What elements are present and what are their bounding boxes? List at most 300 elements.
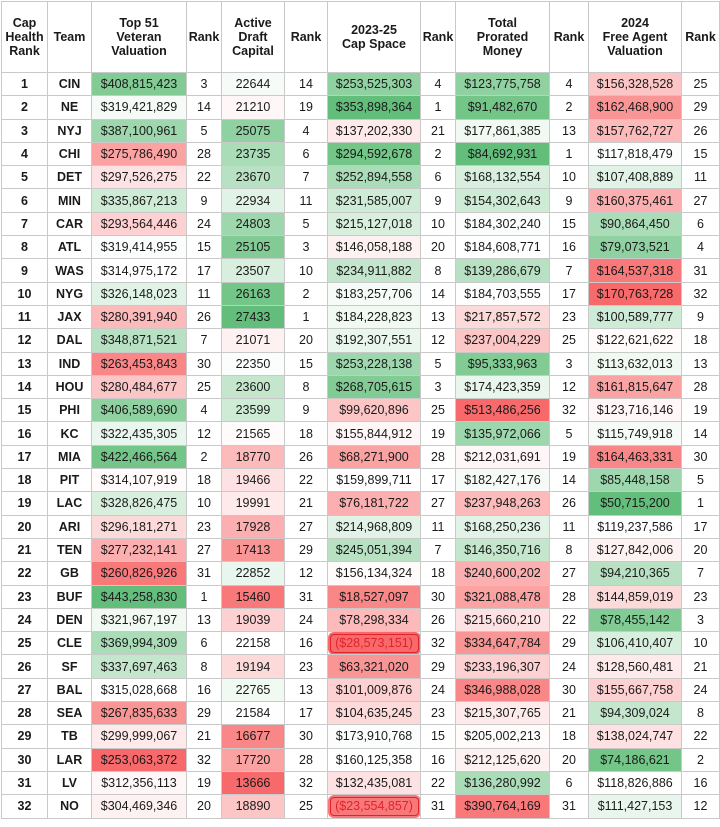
cell-cap-space: $156,134,324 — [328, 562, 421, 585]
cell-cap-space: $214,968,809 — [328, 515, 421, 538]
cell-veteran-valuation: $319,421,829 — [92, 96, 187, 119]
cell-cap-space-rank: 8 — [421, 259, 456, 282]
cell-cap-space-rank: 11 — [421, 515, 456, 538]
cell-prorated-money: $168,132,554 — [456, 166, 550, 189]
cell-free-agent-rank: 2 — [682, 748, 720, 771]
cell-cap-space-rank: 31 — [421, 795, 456, 818]
cell-team: WAS — [48, 259, 92, 282]
table-row — [2, 96, 720, 119]
table-row — [2, 259, 720, 282]
cell-veteran-valuation: $322,435,305 — [92, 422, 187, 445]
cell-draft-capital: 22350 — [222, 352, 285, 375]
cell-cap-space-rank: 4 — [421, 73, 456, 96]
cell-draft-capital: 21584 — [222, 702, 285, 725]
cell-prorated-rank: 2 — [550, 96, 589, 119]
cell-prorated-rank: 15 — [550, 212, 589, 235]
cell-free-agent-valuation: $79,073,521 — [589, 236, 682, 259]
cell-cap-health-rank: 26 — [2, 655, 48, 678]
cell-cap-health-rank: 31 — [2, 771, 48, 794]
table-row — [2, 632, 720, 655]
cell-draft-rank: 20 — [285, 329, 328, 352]
cell-free-agent-rank: 18 — [682, 329, 720, 352]
cell-cap-space: $184,228,823 — [328, 305, 421, 328]
cell-prorated-money: $95,333,963 — [456, 352, 550, 375]
cell-prorated-rank: 6 — [550, 771, 589, 794]
cell-cap-health-rank: 17 — [2, 445, 48, 468]
cell-draft-capital: 13666 — [222, 771, 285, 794]
header-line: Cap — [12, 16, 37, 30]
cell-cap-space: $183,257,706 — [328, 282, 421, 305]
cell-free-agent-valuation: $162,468,900 — [589, 96, 682, 119]
cell-free-agent-rank: 1 — [682, 492, 720, 515]
cell-team: PIT — [48, 469, 92, 492]
cell-veteran-rank: 5 — [187, 119, 222, 142]
cell-team: DET — [48, 166, 92, 189]
cell-team: BUF — [48, 585, 92, 608]
header-line: Money — [482, 44, 523, 58]
cell-draft-rank: 2 — [285, 282, 328, 305]
cell-draft-capital: 21210 — [222, 96, 285, 119]
cell-free-agent-valuation: $160,375,461 — [589, 189, 682, 212]
header-row — [2, 2, 720, 73]
cell-prorated-money: $513,486,256 — [456, 399, 550, 422]
header-line: Free Agent — [602, 30, 668, 44]
cell-veteran-valuation: $314,975,172 — [92, 259, 187, 282]
cell-veteran-rank: 1 — [187, 585, 222, 608]
cell-cap-health-rank: 27 — [2, 678, 48, 701]
cell-draft-capital: 22765 — [222, 678, 285, 701]
header-line: Prorated — [476, 30, 529, 44]
cell-draft-rank: 29 — [285, 538, 328, 561]
cell-free-agent-rank: 15 — [682, 142, 720, 165]
cell-prorated-rank: 31 — [550, 795, 589, 818]
cell-veteran-valuation: $275,786,490 — [92, 142, 187, 165]
cell-free-agent-valuation: $90,864,450 — [589, 212, 682, 235]
cell-free-agent-rank: 30 — [682, 445, 720, 468]
cell-team: DAL — [48, 329, 92, 352]
cell-veteran-rank: 13 — [187, 608, 222, 631]
cell-team: TEN — [48, 538, 92, 561]
cell-cap-health-rank: 4 — [2, 142, 48, 165]
cell-veteran-rank: 12 — [187, 422, 222, 445]
cell-free-agent-valuation: $100,589,777 — [589, 305, 682, 328]
cell-veteran-valuation: $422,466,564 — [92, 445, 187, 468]
cell-free-agent-valuation: $74,186,621 — [589, 748, 682, 771]
cell-free-agent-rank: 3 — [682, 608, 720, 631]
cell-cap-space: ($28,573,151) — [328, 632, 421, 655]
cell-cap-space-rank: 30 — [421, 585, 456, 608]
cell-cap-health-rank: 32 — [2, 795, 48, 818]
cell-cap-health-rank: 8 — [2, 236, 48, 259]
cell-free-agent-rank: 28 — [682, 375, 720, 398]
cell-cap-space: ($23,554,857) — [328, 795, 421, 818]
header-line: Rank — [9, 44, 40, 58]
cell-draft-capital: 16677 — [222, 725, 285, 748]
cell-cap-health-rank: 7 — [2, 212, 48, 235]
cell-prorated-rank: 18 — [550, 725, 589, 748]
cell-cap-space-rank: 2 — [421, 142, 456, 165]
cell-veteran-rank: 6 — [187, 632, 222, 655]
cell-cap-space: $294,592,678 — [328, 142, 421, 165]
cell-free-agent-valuation: $122,621,622 — [589, 329, 682, 352]
cell-free-agent-rank: 4 — [682, 236, 720, 259]
cell-cap-space-rank: 15 — [421, 725, 456, 748]
cell-free-agent-rank: 20 — [682, 538, 720, 561]
cell-free-agent-rank: 7 — [682, 562, 720, 585]
cell-cap-space-rank: 29 — [421, 655, 456, 678]
header-veteran-valuation — [92, 2, 187, 73]
cell-cap-space-rank: 3 — [421, 375, 456, 398]
cell-veteran-rank: 26 — [187, 305, 222, 328]
table-row — [2, 422, 720, 445]
cell-veteran-rank: 21 — [187, 725, 222, 748]
cell-veteran-rank: 32 — [187, 748, 222, 771]
header-line: Rank — [290, 30, 322, 44]
header-line: Rank — [188, 30, 220, 44]
table-row — [2, 119, 720, 142]
header-line: Capital — [232, 44, 274, 58]
cell-prorated-rank: 3 — [550, 352, 589, 375]
cell-prorated-money: $177,861,385 — [456, 119, 550, 142]
cell-cap-space: $353,898,364 — [328, 96, 421, 119]
header-line: Veteran — [116, 30, 162, 44]
header-line: Rank — [422, 30, 454, 44]
cell-free-agent-rank: 26 — [682, 119, 720, 142]
cell-veteran-rank: 7 — [187, 329, 222, 352]
cap-health-table — [1, 1, 720, 819]
header-team — [48, 2, 92, 73]
table-row — [2, 562, 720, 585]
cell-veteran-valuation: $312,356,113 — [92, 771, 187, 794]
cell-cap-health-rank: 1 — [2, 73, 48, 96]
cell-free-agent-valuation: $118,826,886 — [589, 771, 682, 794]
cell-veteran-valuation: $280,484,677 — [92, 375, 187, 398]
cell-free-agent-rank: 19 — [682, 399, 720, 422]
cell-prorated-rank: 14 — [550, 469, 589, 492]
cell-draft-rank: 26 — [285, 445, 328, 468]
cell-free-agent-valuation: $115,749,918 — [589, 422, 682, 445]
cell-draft-rank: 8 — [285, 375, 328, 398]
cell-cap-space: $173,910,768 — [328, 725, 421, 748]
table-row — [2, 166, 720, 189]
cell-veteran-valuation: $406,589,690 — [92, 399, 187, 422]
cell-cap-health-rank: 25 — [2, 632, 48, 655]
cell-free-agent-rank: 29 — [682, 96, 720, 119]
cell-prorated-rank: 4 — [550, 73, 589, 96]
cell-cap-space-rank: 24 — [421, 678, 456, 701]
table-row — [2, 492, 720, 515]
cell-team: ATL — [48, 236, 92, 259]
cell-prorated-money: $84,692,931 — [456, 142, 550, 165]
cell-prorated-money: $91,482,670 — [456, 96, 550, 119]
cell-veteran-valuation: $326,148,023 — [92, 282, 187, 305]
cell-cap-health-rank: 23 — [2, 585, 48, 608]
cell-free-agent-rank: 12 — [682, 795, 720, 818]
cell-team: LV — [48, 771, 92, 794]
cell-prorated-rank: 29 — [550, 632, 589, 655]
cell-free-agent-valuation: $157,762,727 — [589, 119, 682, 142]
cell-cap-space-rank: 22 — [421, 771, 456, 794]
cell-free-agent-valuation: $113,632,013 — [589, 352, 682, 375]
cell-draft-capital: 22852 — [222, 562, 285, 585]
cell-veteran-rank: 2 — [187, 445, 222, 468]
cell-team: SEA — [48, 702, 92, 725]
cell-cap-space-rank: 13 — [421, 305, 456, 328]
cell-cap-health-rank: 16 — [2, 422, 48, 445]
cell-draft-rank: 7 — [285, 166, 328, 189]
cell-free-agent-valuation: $94,309,024 — [589, 702, 682, 725]
cell-cap-space-rank: 16 — [421, 748, 456, 771]
cell-prorated-money: $184,703,555 — [456, 282, 550, 305]
cell-cap-space: $137,202,330 — [328, 119, 421, 142]
table-row — [2, 329, 720, 352]
table-row — [2, 352, 720, 375]
cell-team: NYG — [48, 282, 92, 305]
cell-veteran-valuation: $315,028,668 — [92, 678, 187, 701]
cell-prorated-rank: 24 — [550, 655, 589, 678]
cell-free-agent-valuation: $156,328,528 — [589, 73, 682, 96]
cell-cap-health-rank: 14 — [2, 375, 48, 398]
cell-free-agent-valuation: $144,859,019 — [589, 585, 682, 608]
cell-team: HOU — [48, 375, 92, 398]
cell-prorated-rank: 5 — [550, 422, 589, 445]
cell-free-agent-rank: 31 — [682, 259, 720, 282]
cell-team: LAC — [48, 492, 92, 515]
cell-draft-rank: 6 — [285, 142, 328, 165]
cell-cap-space-rank: 1 — [421, 96, 456, 119]
cell-cap-health-rank: 9 — [2, 259, 48, 282]
table-row — [2, 212, 720, 235]
header-cap-space — [328, 2, 421, 73]
cell-draft-rank: 14 — [285, 73, 328, 96]
cell-prorated-money: $233,196,307 — [456, 655, 550, 678]
cell-veteran-rank: 25 — [187, 375, 222, 398]
cell-cap-space-rank: 9 — [421, 189, 456, 212]
header-line: 2024 — [621, 16, 649, 30]
table-row — [2, 725, 720, 748]
cell-veteran-valuation: $348,871,521 — [92, 329, 187, 352]
cell-cap-space: $159,899,711 — [328, 469, 421, 492]
header-line: Draft — [238, 30, 268, 44]
cell-cap-space: $231,585,007 — [328, 189, 421, 212]
cell-cap-space: $101,009,876 — [328, 678, 421, 701]
cell-draft-capital: 17413 — [222, 538, 285, 561]
cell-veteran-valuation: $297,526,275 — [92, 166, 187, 189]
cell-draft-capital: 25075 — [222, 119, 285, 142]
header-line: Top 51 — [119, 16, 159, 30]
header-prorated-money — [456, 2, 550, 73]
header-free-agent-rank — [682, 2, 720, 73]
cell-prorated-money: $212,125,620 — [456, 748, 550, 771]
cell-cap-health-rank: 10 — [2, 282, 48, 305]
header-line: Total — [488, 16, 517, 30]
table-row — [2, 142, 720, 165]
cell-veteran-rank: 22 — [187, 166, 222, 189]
cell-veteran-valuation: $443,258,830 — [92, 585, 187, 608]
cell-veteran-rank: 23 — [187, 515, 222, 538]
cell-cap-health-rank: 29 — [2, 725, 48, 748]
cell-free-agent-valuation: $111,427,153 — [589, 795, 682, 818]
cell-free-agent-rank: 22 — [682, 725, 720, 748]
header-draft-capital — [222, 2, 285, 73]
cell-veteran-rank: 9 — [187, 189, 222, 212]
cell-veteran-rank: 20 — [187, 795, 222, 818]
cell-draft-rank: 9 — [285, 399, 328, 422]
cell-free-agent-valuation: $164,537,318 — [589, 259, 682, 282]
cell-draft-rank: 3 — [285, 236, 328, 259]
cell-free-agent-valuation: $107,408,889 — [589, 166, 682, 189]
cell-team: LAR — [48, 748, 92, 771]
header-line: Valuation — [111, 44, 167, 58]
header-veteran-rank — [187, 2, 222, 73]
cell-prorated-money: $184,608,771 — [456, 236, 550, 259]
cell-cap-space-rank: 12 — [421, 329, 456, 352]
cell-veteran-rank: 31 — [187, 562, 222, 585]
cell-veteran-valuation: $328,826,475 — [92, 492, 187, 515]
cell-free-agent-rank: 21 — [682, 655, 720, 678]
cell-cap-space: $234,911,882 — [328, 259, 421, 282]
cell-prorated-money: $215,307,765 — [456, 702, 550, 725]
cell-prorated-rank: 26 — [550, 492, 589, 515]
cell-prorated-money: $123,775,758 — [456, 73, 550, 96]
cell-team: JAX — [48, 305, 92, 328]
cell-free-agent-rank: 8 — [682, 702, 720, 725]
cell-cap-space-rank: 25 — [421, 399, 456, 422]
cell-draft-rank: 15 — [285, 352, 328, 375]
cell-free-agent-valuation: $78,455,142 — [589, 608, 682, 631]
cell-cap-space-rank: 19 — [421, 422, 456, 445]
cell-veteran-valuation: $304,469,346 — [92, 795, 187, 818]
cell-free-agent-rank: 17 — [682, 515, 720, 538]
cell-cap-space: $192,307,551 — [328, 329, 421, 352]
cell-free-agent-rank: 11 — [682, 166, 720, 189]
cell-cap-space-rank: 6 — [421, 166, 456, 189]
cell-prorated-rank: 19 — [550, 445, 589, 468]
cell-draft-capital: 19991 — [222, 492, 285, 515]
cell-cap-space: $215,127,018 — [328, 212, 421, 235]
cell-draft-capital: 15460 — [222, 585, 285, 608]
header-line: Cap Space — [342, 37, 406, 51]
cell-team: CHI — [48, 142, 92, 165]
cell-prorated-money: $237,004,229 — [456, 329, 550, 352]
cell-prorated-rank: 25 — [550, 329, 589, 352]
table-row — [2, 305, 720, 328]
cell-cap-space-rank: 21 — [421, 119, 456, 142]
cell-draft-capital: 23735 — [222, 142, 285, 165]
table-row — [2, 608, 720, 631]
cell-cap-space: $160,125,358 — [328, 748, 421, 771]
cell-veteran-rank: 14 — [187, 96, 222, 119]
cell-veteran-valuation: $387,100,961 — [92, 119, 187, 142]
header-prorated-rank — [550, 2, 589, 73]
cell-free-agent-valuation: $106,410,407 — [589, 632, 682, 655]
cell-veteran-rank: 3 — [187, 73, 222, 96]
cell-cap-health-rank: 22 — [2, 562, 48, 585]
cell-free-agent-rank: 23 — [682, 585, 720, 608]
cell-free-agent-valuation: $127,842,006 — [589, 538, 682, 561]
cell-cap-space-rank: 23 — [421, 702, 456, 725]
cell-prorated-money: $174,423,359 — [456, 375, 550, 398]
cell-veteran-rank: 24 — [187, 212, 222, 235]
table-row — [2, 375, 720, 398]
cell-cap-space-rank: 27 — [421, 492, 456, 515]
table-row — [2, 189, 720, 212]
cell-free-agent-rank: 27 — [682, 189, 720, 212]
cell-cap-space: $76,181,722 — [328, 492, 421, 515]
cell-team: IND — [48, 352, 92, 375]
cell-cap-health-rank: 24 — [2, 608, 48, 631]
cell-prorated-rank: 1 — [550, 142, 589, 165]
cell-draft-capital: 17720 — [222, 748, 285, 771]
cell-cap-health-rank: 13 — [2, 352, 48, 375]
cell-draft-rank: 1 — [285, 305, 328, 328]
cell-prorated-money: $168,250,236 — [456, 515, 550, 538]
cell-team: NE — [48, 96, 92, 119]
cell-cap-space-rank: 5 — [421, 352, 456, 375]
cell-team: PHI — [48, 399, 92, 422]
cell-veteran-valuation: $277,232,141 — [92, 538, 187, 561]
cell-cap-space: $253,525,303 — [328, 73, 421, 96]
cell-free-agent-rank: 10 — [682, 632, 720, 655]
header-draft-rank — [285, 2, 328, 73]
cell-free-agent-rank: 5 — [682, 469, 720, 492]
cell-draft-rank: 17 — [285, 702, 328, 725]
cell-veteran-valuation: $296,181,271 — [92, 515, 187, 538]
cell-team: BAL — [48, 678, 92, 701]
cell-cap-space: $155,844,912 — [328, 422, 421, 445]
cell-draft-rank: 11 — [285, 189, 328, 212]
cell-prorated-money: $237,948,263 — [456, 492, 550, 515]
cell-veteran-rank: 28 — [187, 142, 222, 165]
table-row — [2, 515, 720, 538]
cell-veteran-valuation: $263,453,843 — [92, 352, 187, 375]
cell-free-agent-valuation: $50,715,200 — [589, 492, 682, 515]
table-row — [2, 702, 720, 725]
cell-free-agent-valuation: $170,763,728 — [589, 282, 682, 305]
cell-prorated-money: $182,427,176 — [456, 469, 550, 492]
cell-draft-capital: 23600 — [222, 375, 285, 398]
header-free-agent-valuation — [589, 2, 682, 73]
cell-draft-rank: 19 — [285, 96, 328, 119]
cell-team: SF — [48, 655, 92, 678]
cell-prorated-rank: 22 — [550, 608, 589, 631]
cell-prorated-money: $215,660,210 — [456, 608, 550, 631]
cell-team: KC — [48, 422, 92, 445]
cell-prorated-rank: 13 — [550, 119, 589, 142]
cell-draft-capital: 18770 — [222, 445, 285, 468]
cell-free-agent-valuation: $161,815,647 — [589, 375, 682, 398]
cell-cap-health-rank: 11 — [2, 305, 48, 328]
cell-cap-health-rank: 20 — [2, 515, 48, 538]
cell-cap-space: $99,620,896 — [328, 399, 421, 422]
cell-draft-capital: 17928 — [222, 515, 285, 538]
cell-draft-rank: 13 — [285, 678, 328, 701]
cell-free-agent-valuation: $155,667,758 — [589, 678, 682, 701]
cell-prorated-rank: 8 — [550, 538, 589, 561]
cell-team: DEN — [48, 608, 92, 631]
cell-cap-health-rank: 5 — [2, 166, 48, 189]
cell-prorated-rank: 27 — [550, 562, 589, 585]
table-row — [2, 399, 720, 422]
cell-cap-space: $253,228,138 — [328, 352, 421, 375]
cell-draft-rank: 16 — [285, 632, 328, 655]
cell-veteran-rank: 16 — [187, 678, 222, 701]
cell-prorated-money: $154,302,643 — [456, 189, 550, 212]
cell-cap-health-rank: 30 — [2, 748, 48, 771]
table-row — [2, 748, 720, 771]
header-line: Team — [53, 30, 86, 44]
cell-prorated-money: $390,764,169 — [456, 795, 550, 818]
